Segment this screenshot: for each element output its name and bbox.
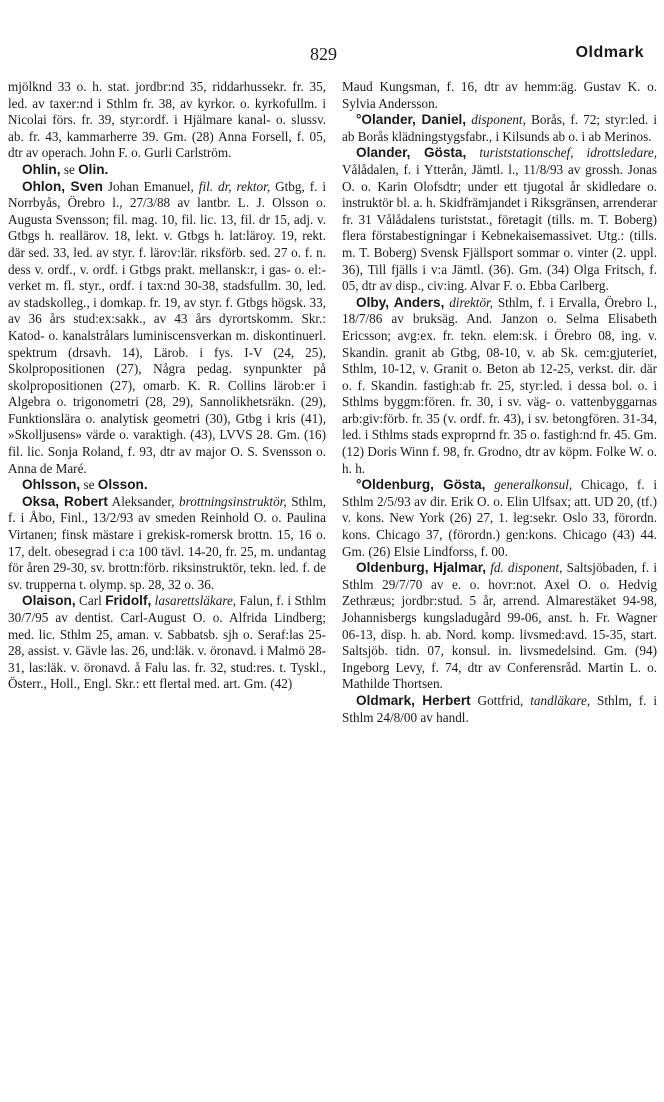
entry-name: °Oldenburg, Gösta, <box>356 477 486 493</box>
entry-name: Ohlsson, <box>22 477 81 493</box>
entry-text: Maud Kungsman, f. 16, dtr av hemm:äg. Gustav K. o. Sylvia Andersson. <box>342 79 657 111</box>
cross-reference <box>8 477 326 494</box>
entry-name: Oldenburg, Hjalmar, <box>356 560 487 576</box>
entry-title: lasarettsläkare, <box>151 593 237 609</box>
reference-target: Olin. <box>78 161 109 177</box>
entry-text: Vålådalen, f. i Ytterån, Jämtl. l., 11/8/93 av grossh. Jonas O. o. Karin Olofsdtr; under ett tjugotal år skidledare o. instruktör bl. a. h. Skidfrämjandet i Riksgränsen, arrenderar fr. 31 Vålådalens turiststat., företagit (tills. m. T. Boberg) flera förstabestigningar i Kebnekaisemassivet. Utg.: (tills. m. T. Boberg) Svensk Fjällsport sommar o. vinter (2. uppl. 36), Till fjälls i v:a Jämtl. (36). Gm. (34) Olga Fritsch, f. 05, dtr av disp., civ:ing. Alvar F. o. Ebba Carlberg. <box>342 161 657 294</box>
entry-given-names: Gottfrid, <box>470 692 531 708</box>
entry-text: Gtbg, f. i Norrbyås, Örebro l., 27/3/88 av lantbr. L. J. Olsson o. Augusta Svensson; fil. mag. 10, fil. lic. 13, fil. dr 15, adj. v. Gtbgs h. reallärov. 18, lekt. v. Gtbgs h. lat:läroy. 19, rekt. där sed. 33, led. av styr. f. lärov:lär. riksförb. sed. 27 o. f. n. dess v. ordf., v. ordf. i Gtbgs prakt. mellansk:r, i gas- o. el:-verket m. fl. styr., ordf. i tax:nd 30-38, stadsfullm. 30, led. av stadskolleg., i domkap. fr. 19, av styr. f. Gtbgs högsk. 33, av 36 års stud:ex:sakk., av 43 års dyrortskomm. Skr.: Katod- o. kanalstrålars luminiscensverkan m. diskontinuerl. spektrum (drsavh. 14), Lärob. i fys. I-V (24, 25), Skolpropositionen (27), Några pedag. synpunkter på skolpropositionen (27), omarb. K. R. Collins lärob:er i Algebra o. trigonometri (28, 29), Sannolikhetsräkn. (29), Funktionslära o. analytisk geometri (30), Gtbg i kris (41), »Skolljusens» värde o. varaktigh. (43), LVVS 28. Gm. (16) fil. lic. Sonja Roland, f. 93, dtr av major O. S. Svensson o. Anna de Maré. <box>8 178 327 476</box>
entry-name: Oksa, Robert <box>22 493 108 509</box>
right-column <box>342 79 657 726</box>
page-header <box>0 44 664 68</box>
entry-text: Falun, f. i Sthlm 30/7/95 av dentist. Carl-August O. o. Alfrida Lindberg; med. lic. Sthlm 25, aman. v. Sabbatsb. sjh o. Seraf:las 25-28, assist. v. Gävle las. 26, und:läk. v. öronavd. i Malmö 28-31, las:läk. v. öronavd. å Falu las. fr. 32, stud:res. t. Tyskl., Österr., Holl., Engl. Skr.: ett flertal med. art. Gm. (42) <box>8 593 326 692</box>
entry-given-names <box>466 145 479 160</box>
entry-given-names: Carl <box>75 593 106 609</box>
biography-entry <box>8 179 326 478</box>
entry-text: Sthlm, f. i Sthlm 24/8/00 av handl. <box>342 692 657 725</box>
entry-name: Oldmark, Herbert <box>356 692 471 708</box>
entry-title: tandläkare, <box>530 692 591 708</box>
entry-text: Chicago, f. i Sthlm 2/5/93 av dir. Erik O. o. Elin Ulfsax; att. UD 20, (tf.) v. kons. New York (26) 27, 1. leg:sekr. Oslo 33, förordn. kons. Chicago 37, (förordn.) gen:kons. Chicago (43) 44. Gm. (26) Elsie Lindforss, f. 00. <box>342 477 657 559</box>
biography-entry <box>342 477 657 560</box>
entry-continuation <box>8 79 326 162</box>
entry-given-names <box>485 477 494 492</box>
biography-entry <box>342 693 657 726</box>
entry-title: generalkonsul, <box>494 477 573 493</box>
reference-target: Olsson. <box>97 477 148 493</box>
entry-name: Fridolf, <box>105 593 152 609</box>
entry-name: Olaison, <box>22 593 76 609</box>
entry-title: direktör, <box>449 294 494 310</box>
entry-text: se <box>80 477 98 493</box>
entry-text: Sthlm, f. i Ervalla, Örebro l., 18/7/86 av bruksäg. And. Janzon o. Selma Elisabeth Ericsson; avg:ex. fr. tekn. elem:sk. i Örebro 08, ing. v. Skandin. granit ab Gtbg, 08-10, v. ab Sk. cem:gjuteriet, Sthlm, 10-12, v. Granit o. Beton ab 12-25, verkst. dir. där o. f. Skandin. fastigh:ab fr. 25, styr:led. i dessa bol. o. i Sthlms byggm:fören. fr. 30, i sv. väg- o. vattenbyggarnas arb:giv:förb. fr. 35 (v. ordf. fr. 43), i sv. betongfören. 31-34, led. i Sthlms stads exproprnd fr. 35 o. fastigh:nd fr. 45. Gm. (12) Doris Winn f. 98, fr. Grodno, dtr av köpm. Folke W. o. h. h. <box>342 294 657 476</box>
biography-entry <box>342 560 657 693</box>
entry-text: Saltsjöbaden, f. i Sthlm 29/7/70 av e. o. hovr:not. Axel O. o. Hedvig Zethræus; jordbr:stud. 5 år, arrend. Almarestäket 94-98, Johannisbergs kungsladugård 99-06, anst. h. Fr. Wagner 06-13, disp. h. ab. Nord. komp. livsmed:avd. 15-35, start. Saltsjöb. tidn. 07, konsul. in. livsmedelsind. Gm. (94) Ingeborg Levy, f. 74, dtr av Conferensråd. Martin L. o. Mathilde Thortsen. <box>342 560 657 692</box>
entry-name: Ohlin, <box>22 161 61 177</box>
entry-text: Borås, f. 72; styr:led. i ab Borås klädningstygsfabr., i Kilsunds ab o. i ab Merinos. <box>342 112 658 144</box>
page-number: 829 <box>310 44 337 64</box>
entry-title: disponent, <box>471 112 526 128</box>
entry-continuation <box>342 79 657 112</box>
running-head: Oldmark <box>575 44 644 61</box>
entry-text: Sthlm, f. i Åbo, Finl., 13/2/93 av smeden Reinhold O. o. Paulina Virtanen; finsk mästare i grekisk-romersk brottn. 15, 16 o. 17, delt. obesegrad i c:a 100 tävl. 14-20, fr. 25, m. undantag för åren 29-30, sv. brottn:förb. riksinstruktör, tekn. led. f. de sv. trupperna t. olymp. sp. 28, 32 o. 36. <box>8 493 326 592</box>
left-column <box>8 79 326 693</box>
entry-title: turiststationschef, idrottsledare, <box>479 145 657 161</box>
cross-reference <box>8 162 326 179</box>
entry-text: mjölknd 33 o. h. stat. jordbr:nd 35, riddarhussekr. fr. 35, led. av taxer:nd i Sthlm fr. 38, av kyrkor. o. kyrkofullm. i Nicolai förs. fr. 39, styr:ordf. i Hjälmare kanal- o. slussv. ab. fr. 43, kammarherre 39. Gm. (28) Anna Forsell, f. 05, dtr av operach. John F. o. Gurli Carlström. <box>8 79 326 161</box>
entry-title: fd. disponent, <box>490 560 563 576</box>
biography-entry <box>8 593 326 693</box>
entry-name: Olander, Gösta, <box>356 145 467 161</box>
entry-name: Ohlon, Sven <box>22 178 103 194</box>
entry-title: fil. dr, rektor, <box>198 178 271 194</box>
entry-name: °Olander, Daniel, <box>356 112 467 128</box>
entry-name: Olby, Anders, <box>356 294 445 310</box>
biography-entry <box>342 112 657 145</box>
entry-text: se <box>60 161 79 177</box>
biography-entry <box>342 295 657 478</box>
biography-entry <box>342 145 657 294</box>
entry-given-names: Aleksander, <box>107 493 180 509</box>
biography-entry <box>8 494 326 594</box>
entry-given-names: Johan Emanuel, <box>102 178 199 194</box>
entry-title: brottningsinstruktör, <box>179 493 287 509</box>
